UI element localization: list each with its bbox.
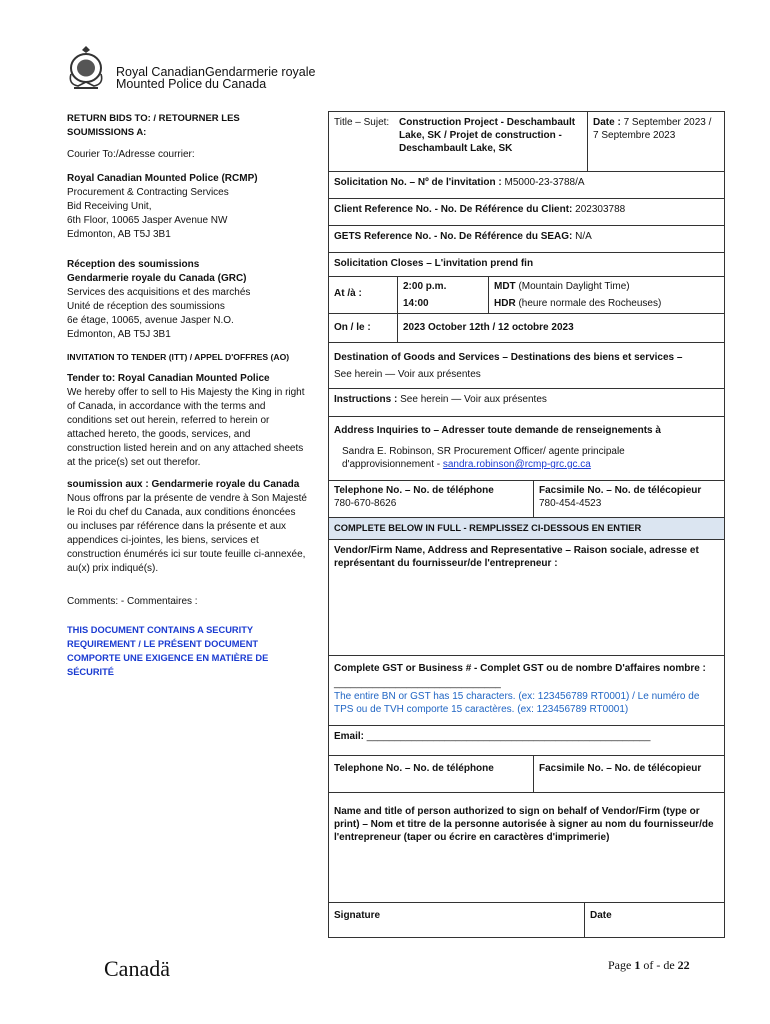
title-value: Construction Project - Deschambault Lake, SK / Projet de construction - Deschambault Lake, SK <box>399 117 576 154</box>
email-cell[interactable] <box>329 726 725 756</box>
on-date-cell <box>329 314 725 343</box>
tz-name: (Mountain Daylight Time) <box>518 281 630 292</box>
email-entry-line: ___________________________________________________ <box>366 731 651 742</box>
return-bids-heading: RETURN BIDS TO: / RETOURNER LES SOUMISSIONS A: <box>67 113 240 138</box>
address-inquiries-cell <box>329 417 725 481</box>
page-mid: of - de <box>643 958 675 972</box>
gst-note: The entire BN or GST has 15 characters. (ex: 123456789 RT0001) / Le numéro de TPS ou de TVH comporte 15 caractères. (ex: 123456789 RT0001) <box>334 691 700 715</box>
telephone-value: 780-670-8626 <box>334 498 397 509</box>
closing-time-cell <box>329 277 725 314</box>
destination-label: Destination of Goods and Services – Destinations des biens et services – <box>334 352 683 363</box>
date-cell <box>588 112 725 172</box>
bid-form-table <box>328 111 725 938</box>
telephone-label: Telephone No. – No. de téléphone <box>334 485 494 496</box>
soumission-block <box>67 478 307 576</box>
instructions-value: See herein — Voir aux présentes <box>400 394 547 405</box>
client-ref-cell <box>329 199 725 226</box>
closing-time-12h: 2:00 p.m. <box>403 281 447 292</box>
rcmp-crest-logo <box>66 44 106 90</box>
timezones <box>489 277 725 313</box>
fax-label: Facsimile No. – No. de télécopieur <box>539 485 702 496</box>
page-number <box>608 958 690 973</box>
telephone-cell <box>329 481 534 517</box>
soumission-text: Nous offrons par la présente de vendre à Son Majesté le Roi du chef du Canada, aux conditions énoncées ou incluses par référence dans la présente et aux appendices ci-jointes, les biens, services et construction énumérés ici sur toute feuille ci-annexée, au(x) prix indiqué(s). <box>67 493 307 574</box>
itt-heading-wrap <box>67 350 307 364</box>
english-address-line: Bid Receiving Unit, <box>67 201 152 212</box>
comments-block <box>67 595 307 609</box>
on-value: 2023 October 12th / 12 octobre 2023 <box>403 322 574 333</box>
courier-label: Courier To:/Adresse courrier: <box>67 149 195 160</box>
gst-label: Complete GST or Business # - Complet GST ou de nombre D'affaires nombre : <box>334 663 706 674</box>
tz-abbr: HDR <box>494 298 516 309</box>
gst-entry-line: ______________________________ <box>334 678 501 689</box>
gets-ref-label: GETS Reference No. - No. De Référence du SEAG: <box>334 231 573 242</box>
solicitation-label: Solicitation No. – Nº de l'invitation : <box>334 177 502 188</box>
address-inquiries-label: Address Inquiries to – Adresser toute demande de renseignements à <box>334 425 661 436</box>
fax-cell <box>534 481 725 517</box>
title-cell <box>329 112 588 172</box>
french-address-line: 6e étage, 10065, avenue Jasper N.O. <box>67 315 234 326</box>
date-label: Date : <box>593 117 621 128</box>
french-address-title: Gendarmerie royale du Canada (GRC) <box>67 273 247 284</box>
solicitation-value: M5000-23-3788/A <box>504 177 585 188</box>
soumission-to: soumission aux : Gendarmerie royale du Canada <box>67 479 300 490</box>
client-ref-value: 202303788 <box>575 204 626 215</box>
contact-phone-fax-cell <box>329 481 725 518</box>
destination-value: See herein — Voir aux présentes <box>334 369 481 380</box>
french-address <box>67 258 307 342</box>
canada-wordmark <box>104 956 170 982</box>
title-label: Title – Sujet: <box>334 117 390 128</box>
tz-name: (heure normale des Rocheuses) <box>518 298 662 309</box>
security-block <box>67 623 282 679</box>
client-ref-label: Client Reference No. - No. De Référence du Client: <box>334 204 573 215</box>
authorized-person-cell[interactable] <box>329 793 725 903</box>
french-address-line: Services des acquisitions et des marchés <box>67 287 251 298</box>
org-en-line-2: Mounted Police <box>116 77 203 91</box>
vendor-cell[interactable] <box>329 540 725 656</box>
organization-name <box>116 65 316 91</box>
english-address <box>67 172 307 242</box>
org-fr-line-1: Gendarmerie royale <box>205 65 316 79</box>
english-address-line: 6th Floor, 10065 Jasper Avenue NW <box>67 215 228 226</box>
complete-in-full-banner: COMPLETE BELOW IN FULL - REMPLISSEZ CI-DESSOUS EN ENTIER <box>329 518 725 540</box>
tz-abbr: MDT <box>494 281 516 292</box>
contact-email-link[interactable]: sandra.robinson@rcmp-grc.gc.ca <box>442 459 591 470</box>
address-inquiries-value: Sandra E. Robinson, SR Procurement Officer/ agente principale d'approvisionnement - <box>342 446 625 470</box>
destination-cell <box>329 343 725 389</box>
page-current: 1 <box>634 958 641 972</box>
gst-cell[interactable] <box>329 656 725 726</box>
page-prefix: Page <box>608 958 632 972</box>
on-label: On / le : <box>329 314 398 342</box>
org-fr-line-2: du Canada <box>205 77 267 91</box>
closes-label: Solicitation Closes – L'invitation prend fin <box>329 253 725 277</box>
email-label: Email: <box>334 731 365 742</box>
date-value: 7 September 2023 / 7 Septembre 2023 <box>593 117 712 141</box>
security-notice: THIS DOCUMENT CONTAINS A SECURITY REQUIREMENT / LE PRÉSENT DOCUMENT COMPORTE UNE EXIGENCE EN MATIÈRE DE SÉCURITÉ <box>67 625 269 677</box>
return-bids-block <box>67 112 307 162</box>
english-address-title: Royal Canadian Mounted Police (RCMP) <box>67 173 258 184</box>
signature-field[interactable]: Signature <box>329 903 585 937</box>
tender-text: We hereby offer to sell to His Majesty the King in right of Canada, in accordance with the terms and conditions set out herein, referred to herein or attached hereto, the goods, services, and construction listed herein and on any attached sheets at the price(s) set out therefor. <box>67 387 305 468</box>
signature-date-cell <box>329 903 725 938</box>
english-address-line: Edmonton, AB T5J 3B1 <box>67 229 171 240</box>
org-en-line-1: Royal Canadian <box>116 65 205 79</box>
page-total: 22 <box>677 958 690 972</box>
closing-time-24h: 14:00 <box>403 298 429 309</box>
vendor-label: Vendor/Firm Name, Address and Representative – Raison sociale, adresse et représentant du fournisseur/de l'entrepreneur : <box>334 545 699 569</box>
gets-ref-value: N/A <box>575 231 592 242</box>
comments-label: Comments: - Commentaires : <box>67 596 198 607</box>
vendor-phone-fax-cell <box>329 756 725 793</box>
at-label: At /à : <box>329 277 398 313</box>
tender-to: Tender to: Royal Canadian Mounted Police <box>67 373 270 384</box>
french-address-line: Edmonton, AB T5J 3B1 <box>67 329 171 340</box>
french-address-title: Réception des soumissions <box>67 259 200 270</box>
french-address-line: Unité de réception des soumissions <box>67 301 225 312</box>
address-inquiries-contact <box>342 445 719 471</box>
tender-block <box>67 372 307 470</box>
english-address-line: Procurement & Contracting Services <box>67 187 229 198</box>
instructions-label: Instructions : <box>334 394 398 405</box>
fax-value: 780-454-4523 <box>539 498 602 509</box>
itt-heading: INVITATION TO TENDER (ITT) / APPEL D'OFFRES (AO) <box>67 352 290 362</box>
closing-times <box>398 277 489 313</box>
instructions-cell <box>329 389 725 417</box>
authorized-person-label: Name and title of person authorized to sign on behalf of Vendor/Firm (type or print) – Nom et titre de la personne autorisée à signer au nom du fournisseur/de l'entrepreneur (taper ou écrire en caractères d'imprimerie) <box>334 806 714 843</box>
vendor-telephone-field[interactable]: Telephone No. – No. de téléphone <box>329 756 534 792</box>
vendor-fax-field[interactable]: Facsimile No. – No. de télécopieur <box>539 763 702 774</box>
date-field[interactable]: Date <box>590 910 612 921</box>
gets-ref-cell <box>329 226 725 253</box>
canada-wordmark-text: Canadä <box>104 956 170 981</box>
solicitation-cell <box>329 172 725 199</box>
